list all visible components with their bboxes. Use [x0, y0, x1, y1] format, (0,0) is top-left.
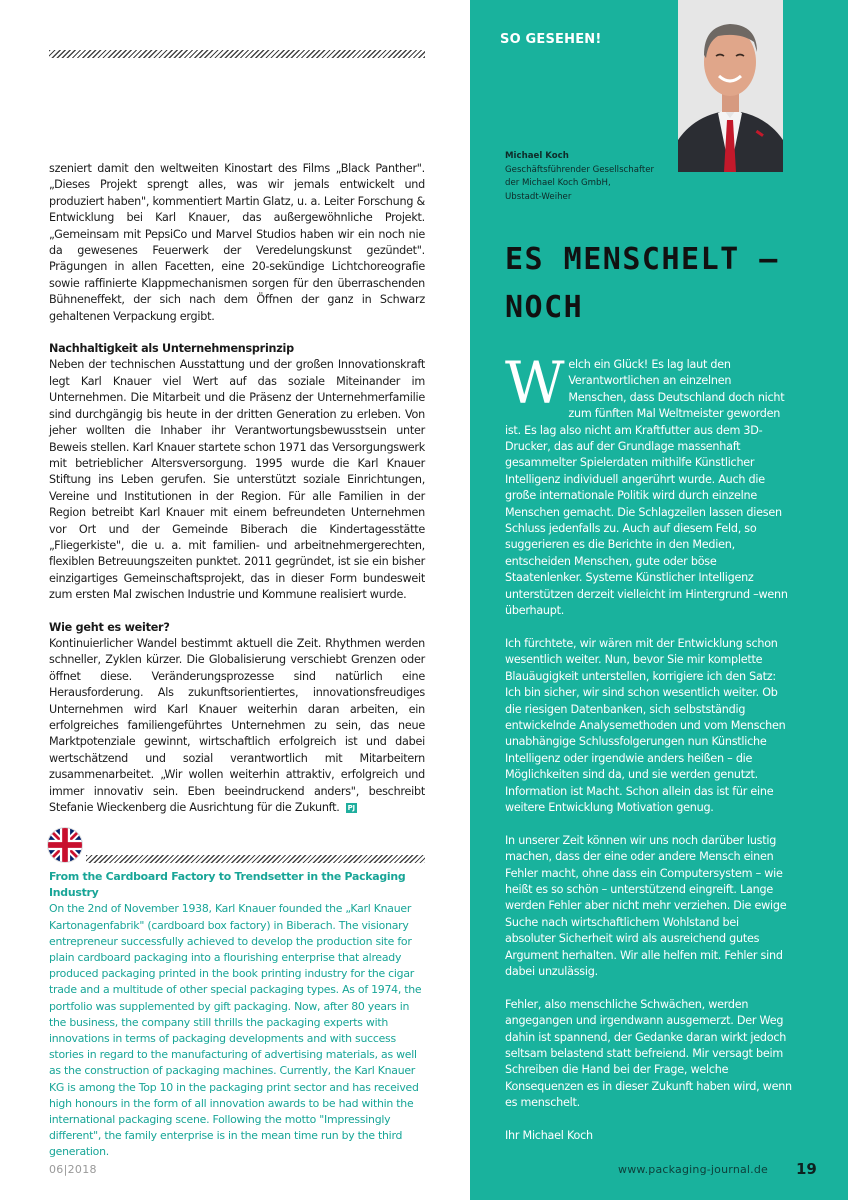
- column-paragraph-1: [505, 349, 792, 620]
- author-location: Ubstadt-Weiher: [505, 191, 572, 202]
- column-paragraph-3: In unserer Zeit können wir uns noch darüber lustig machen, dass der eine oder andere Mensch einen Fehler macht, ohne dass ein Computersystem – wie heißt es so schön – unterstützend eingreift. Lange werden Fehler aber nicht mehr verziehen. Die ewige Suche nach wirtschaftlichem Wohlstand bei absoluter Sicherheit wird als ausreichend gutes Argument herhalten. Wir alle helfen mit. Fehler sind dabei unzulässig.: [505, 833, 787, 978]
- column-headline: [505, 236, 825, 332]
- author-info: [505, 150, 654, 204]
- english-summary: [49, 869, 425, 1161]
- page-number: 19: [796, 1160, 817, 1178]
- column-paragraph-1-text: elch ein Glück! Es lag laut den Verantwortlichen an einzelnen Menschen, dass Deutschland doch nicht zum fünften Mal Weltmeister geworden ist. Es lag also nicht am Kraftfutter aus dem 3D-Drucker, das auf der Grundlage massenhaft gesammelter Spielerdaten mithilfe Künstlicher Intelligenz individuell angerührt wurde. Auch die große internationale Politik wird durch einzelne Menschen gemacht. Die Schlagzeilen lassen diesen Schluss jedenfalls zu. Auch auf diesem Feld, so suggerieren es die Berichte in den Medien, entscheiden Menschen, gute oder böse Staatenlenker. Systeme Künstlicher Intelligenz unterstützen derzeit vielleicht im Hintergrund –wenn überhaupt.: [505, 358, 788, 618]
- footer-url[interactable]: www.packaging-journal.de: [618, 1163, 769, 1176]
- issue-number: 06|2018: [49, 1163, 97, 1176]
- author-photo: [678, 0, 783, 172]
- headline-line-1: ES MENSCHELT –: [505, 242, 779, 277]
- column-body: [505, 349, 792, 1161]
- english-divider: [86, 855, 425, 863]
- section-text-sustainability: Neben der technischen Ausstattung und der großen Innovationskraft legt Karl Knauer viel Wert auf das soziale Miteinander im Unternehmen. Die Mitarbeit und die Präsenz der Unternehmerfamilie sind durchgängig bis heute in der dritten Generation zu erleben. Von jeher wollten die Inhaber ihr Verantwortungsbewusstsein unter Beweis stellen. Karl Knauer startete schon 1971 das Versorgungswerk mit betrieblicher Altersversorgung. 1995 wurde die Karl Knauer Stiftung ins Leben gerufen. Sie unterstützt soziale Einrichtungen, Vereine und Institutionen in der Region. Für alle Familien in der Region betreibt Karl Knauer mit einem befreundeten Unternehmen vor Ort und der Gemeinde Biberach die Kindertagesstätte „Fliegerkiste", die u. a. mit familien- und arbeitnehmergerechten, flexiblen Betreuungszeiten punktet. 2011 gegründet, ist sie ein bisher einzigartiges Gemeinschaftsprojekt, das in dieser Form bundesweit zum ersten Mal zwischen Industrie und Kommune realisiert wurde.: [49, 358, 425, 602]
- english-heading: From the Cardboard Factory to Trendsetter in the Packaging Industry: [49, 870, 406, 900]
- column-paragraph-4: Fehler, also menschliche Schwächen, werden angegangen und irgendwann ausgemerzt. Der Weg dahin ist spannend, der Gedanke daran wirkt jedoch seltsam belastend statt befreiend. Mir versagt beim Schreiben die Hand bei der Frage, welche Konsequenzen es in dieser Zukunft haben wird, wenn es menschelt.: [505, 997, 792, 1110]
- author-name: Michael Koch: [505, 151, 569, 161]
- headline-line-2: NOCH: [505, 290, 584, 325]
- section-heading-sustainability: Nachhaltigkeit als Unternehmensprinzip: [49, 342, 294, 356]
- pj-end-badge: PJ: [347, 804, 355, 813]
- outlook-text: Kontinuierlicher Wandel bestimmt aktuell die Zeit. Rhythmen werden schneller, Zyklen kürzer. Die Globalisierung verschiebt Grenzen oder öffnet diese. Veränderungsprozesse sind natürlich eine Herausforderung. Als zukunftsorientiertes, innovationsfreudiges Unternehmen wird Karl Knauer weiterhin daran arbeiten, ein erfolgreiches familiengeführtes Unternehmen zu sein, das neue Marktpotenziale gewinnt, wirtschaftlich erfolgreich ist und dabei wertschätzend und sozial verantwortlich mit Mitarbeitern zusammenarbeitet. „Wir wollen weiterhin attraktiv, erfolgreich und immer innovativ sein. Eben beeindruckend anders", beschreibt Stefanie Wieckenberg die Ausrichtung für die Zukunft.: [49, 636, 425, 815]
- uk-flag-icon: [48, 828, 82, 862]
- article-continuation: [49, 161, 425, 816]
- column-signoff: Ihr Michael Koch: [505, 1129, 593, 1143]
- section-heading-outlook: Wie geht es weiter?: [49, 620, 170, 634]
- column-label: SO GESEHEN!: [500, 32, 602, 47]
- section-text-outlook: [49, 636, 425, 816]
- author-role-2: der Michael Koch GmbH,: [505, 178, 611, 188]
- drop-cap: W: [505, 349, 565, 417]
- author-role-1: Geschäftsführender Gesellschafter: [505, 164, 655, 175]
- english-text: On the 2nd of November 1938, Karl Knauer founded the „Karl Knauer Kartonagenfabrik" (cardboard box factory) in Biberach. The visionary entrepreneur successfully achieved to develop the production site for plain cardboard packaging into a flourishing enterprise that already produced packaging printed in the book printing industry for the cigar trade and a multitude of other special packaging types. As of 1974, the portfolio was supplemented by gift packaging. Now, after 80 years in the business, the company still thrills the packaging experts with innovations in terms of packaging developments and with success stories in regard to the manufacturing of advertising materials, as well as the construction of packaging machines. Currently, the Karl Knauer KG is among the Top 10 in the packaging print sector and has received high honours in the form of all innovation awards to be had within the international packaging scene. Following the motto "Impressingly different", the family enterprise is in the mean time run by the third generation.: [49, 902, 422, 1159]
- top-divider: [49, 50, 425, 58]
- column-paragraph-2: Ich fürchtete, wir wären mit der Entwicklung schon wesentlich weiter. Nun, bevor Sie mir komplette Blauäugigkeit unterstellen, korrigiere ich den Satz: Ich bin sicher, wir sind schon wesentlich weiter. Ob die riesigen Datenbanken, sich selbstständig entwickelnde Analysemethoden und vom Menschen unabhängige Schlussfolgerungen nun Künstliche Intelligenz oder irgendwie anders heißen – die Möglichkeiten sind da, und sie werden genutzt. Information ist Macht. Schon allein das ist für eine weitere Entwicklung Motivation genug.: [505, 636, 786, 814]
- intro-paragraph: szeniert damit den weltweiten Kinostart des Films „Black Panther". „Dieses Projekt sprengt alles, was wir jemals entwickelt und produziert haben", kommentiert Martin Glatz, u. a. Leiter Forschung & Entwicklung bei Karl Knauer, das außergewöhnliche Projekt. „Gemeinsam mit PepsiCo und Marvel Studios haben wir ein noch nie da gewesenes Feuerwerk der Veredelungskunst gezündet". Prägungen in allen Facetten, eine 20-sekündige Lichtchoreografie sowie raffinierte Klappmechanismen sorgen für den überraschenden Bühneneffekt, der sich nach dem Öffnen der ganz in Schwarz gehaltenen Verpackung ergibt.: [49, 162, 425, 323]
